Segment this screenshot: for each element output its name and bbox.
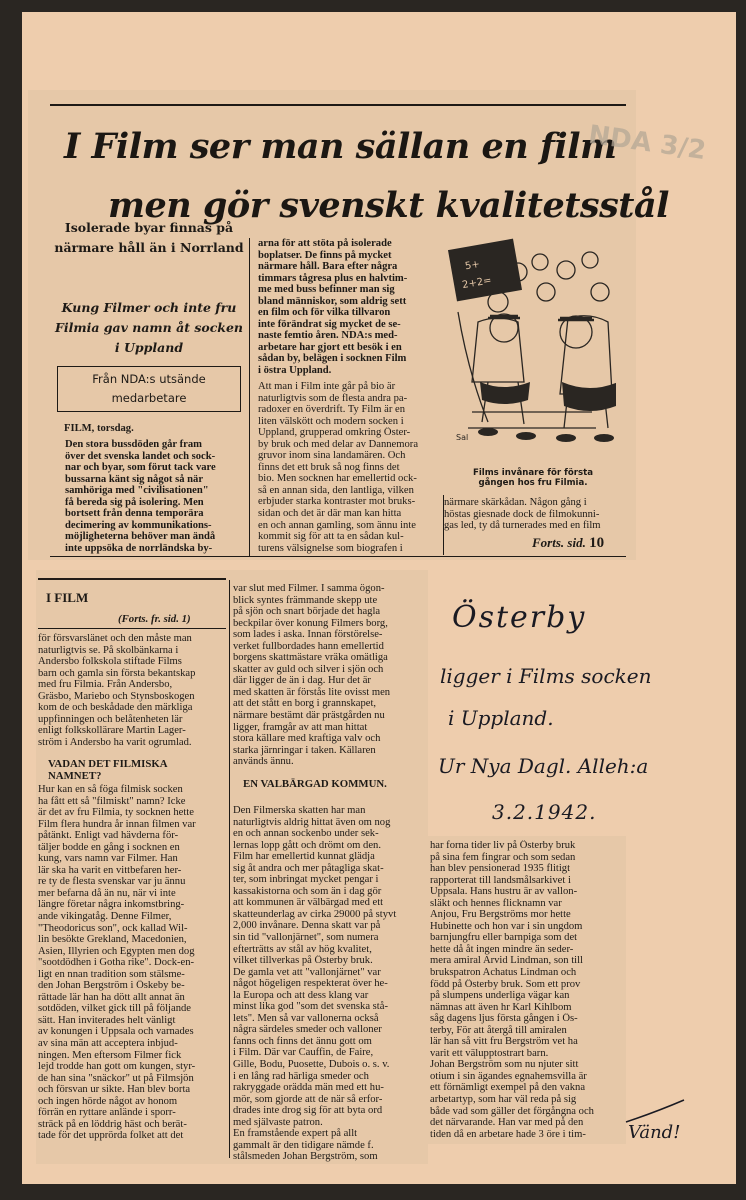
text-line: ligger, framgår av att man hittat xyxy=(233,721,368,733)
text-line: med självaste patron. xyxy=(233,1116,323,1128)
text-line: han blev pensionerad 1935 flitigt xyxy=(430,863,571,875)
text-line: där ligger de än i dag. Hur det är xyxy=(233,675,371,687)
text-line: inte uppsöka de norrländska by- xyxy=(65,542,213,554)
text-line: sätt. Han inviterades helt vänligt xyxy=(38,1014,176,1026)
text-line: varit ett välupptostrart barn. xyxy=(430,1047,549,1059)
text-line: en och annan sockenbo under sek- xyxy=(233,828,379,840)
text-line: sträck på en löddrig häst och berät- xyxy=(38,1118,187,1130)
text-line: rakryggade orädda män med ett hu- xyxy=(233,1082,384,1094)
continued-on-label xyxy=(532,535,604,552)
top-rule xyxy=(50,104,626,106)
text-line: kom de och beskådade den märkliga xyxy=(38,702,193,714)
text-line: förrän en ryttare anlände i sporr- xyxy=(38,1107,176,1119)
continuation-col2-b xyxy=(233,805,421,1163)
handwritten-note-1: ligger i Films socken xyxy=(440,664,652,688)
continuation-col1 xyxy=(38,633,226,748)
text-line: barn och gamla sin första bekantskap xyxy=(38,667,196,679)
column-divider xyxy=(229,580,230,1158)
text-line: Asien, Illyrien och Egypten men dog xyxy=(38,945,195,957)
text-line: släkt och hennes flicknamn var xyxy=(430,897,562,909)
text-line: samhöriga med "civilisationen" xyxy=(65,485,209,497)
text-line: otium i sin ägandes egnahemsvilla är xyxy=(430,1070,587,1082)
text-line: få bereda sig på isolering. Men xyxy=(65,496,204,508)
handwritten-place: Österby xyxy=(452,600,587,635)
text-line: 2,000 invånare. Denna skatt var på xyxy=(233,920,381,932)
text-line: täljer bodde en gång i socknen en xyxy=(38,841,180,853)
text-line: och ingen hörde något av honom xyxy=(38,1095,178,1107)
text-line: gammalt är den tidigare nämde f. xyxy=(233,1139,374,1151)
text-line: det närvarande. Han var med på den xyxy=(430,1117,584,1129)
byline-text: Från NDA:s utsände medarbetare xyxy=(92,372,206,405)
text-line: av konungen i Uppsala och varnades xyxy=(38,1026,194,1038)
text-line: "sootdödhen i Gotha rike". Dock-en- xyxy=(38,957,195,969)
svg-text:2+2=: 2+2= xyxy=(461,275,493,292)
handwritten-note-2: i Uppland. xyxy=(448,706,554,730)
cartoon-illustration xyxy=(448,232,616,468)
text-line: uppfinningen och belåtenheten lär xyxy=(38,713,183,725)
text-line: fanns och finns det ännu gott om xyxy=(233,1035,372,1047)
continuation-top-rule xyxy=(38,578,226,580)
text-line: vilket tillverkas på Österby bruk. xyxy=(233,955,373,967)
text-line: kung, vars namn var Filmer. Han xyxy=(38,853,178,865)
text-line: ett förnämligt exempel på den vakna xyxy=(430,1082,586,1094)
text-line: ande vikingatåg. Denne Filmer, xyxy=(38,911,172,923)
lead-paragraph xyxy=(65,439,244,554)
text-line: la Europa och att dess klang var xyxy=(233,989,369,1001)
text-line: verket fullbordades hann emellertid xyxy=(233,640,384,652)
text-line: på slumpens underliga vägar kan xyxy=(430,990,570,1002)
text-line: tiden då en arbetare hade 3 öre i tim- xyxy=(430,1128,586,1140)
text-line: Johan Bergström som nu njuter sitt xyxy=(430,1059,579,1071)
text-line: inte förändrat sig mycket de se- xyxy=(258,318,401,330)
text-line: höstas giesnade dock de filmokunni- xyxy=(444,508,600,520)
text-line: gas led, ty då turnerades med en film xyxy=(444,520,601,532)
text-line: nämnas att även hr Karl Kihlbom xyxy=(430,1001,572,1013)
text-line: boplatser. De finns på mycket xyxy=(258,249,392,261)
text-line: hette då åt ingen mindre än seder- xyxy=(430,943,574,955)
text-line: bio. Men socknen har emellertid ock- xyxy=(258,473,417,485)
text-line: lernas lopp gått och drömt om den. xyxy=(233,839,381,851)
text-line: decimering av kommunikations- xyxy=(65,519,212,531)
end-column xyxy=(430,840,622,1140)
text-line: kassakistorna och som än i dag gör xyxy=(233,885,382,897)
text-line: för försvarslänet och den måste man xyxy=(38,633,192,644)
text-line: efterträtts av stål av hög kvalitet, xyxy=(233,943,372,955)
text-line: lin besökte Grekland, Macedonien, xyxy=(38,934,187,946)
headline-line1: I Film ser man sällan en film xyxy=(64,126,617,167)
text-line: Gille, Bodu, Puosette, Dubois o. s. v. xyxy=(233,1059,390,1071)
text-line: barnjungfru eller barnpiga som det xyxy=(430,932,578,944)
text-line: Anjou, Fru Bergströms mor hette xyxy=(430,909,571,921)
text-line: med skatten är förstås lite ovisst men xyxy=(233,686,391,698)
header-rule xyxy=(38,628,226,629)
text-line: av sina män att acceptera inbjud- xyxy=(38,1038,178,1050)
text-line: Andersbo folkskola stiftade Films xyxy=(38,656,182,668)
text-line: att det stått en borg i grannskapet, xyxy=(233,698,377,710)
text-line: mör, som gjorde att de när så erfor- xyxy=(233,1093,383,1105)
text-line: Gräsbo, Mariebo och Stynsboskogen xyxy=(38,690,195,702)
text-line: sig åt andra och mer påtagliga skat- xyxy=(233,862,384,874)
text-line: naturligtvis aldrig hittat även om nog xyxy=(233,816,391,828)
text-line: att kommunen är välbärgad med ett xyxy=(233,897,384,909)
text-line: var slut med Filmer. I samma ögon- xyxy=(233,583,385,594)
text-line: arna för att stöta på isolerade xyxy=(258,238,392,249)
text-line: som lades i aska. Innan förstörelse- xyxy=(233,629,383,641)
text-line: terby, För att återgå till amiralen xyxy=(430,1024,567,1036)
text-line: naturligtvis se. På skolbänkarna i xyxy=(38,644,179,656)
text-line: ligt en nnan tradition som stälsme- xyxy=(38,968,185,980)
text-line: sådan by, belägen i socknen Film xyxy=(258,353,407,365)
text-line: skatteunderlag av cirka 29000 på styvt xyxy=(233,908,397,920)
text-line: stålsmeden Johan Bergström, som xyxy=(233,1151,378,1163)
continuation-from: (Forts. fr. sid. 1) xyxy=(118,613,191,625)
text-line: arbetare har gjort ett besök i en xyxy=(258,341,402,353)
handwritten-stroke xyxy=(620,1096,690,1126)
text-line: närmare skärkådan. Någon gång i xyxy=(444,497,587,508)
cartoon-caption: Films invånare för första gången hos fru Filmia. xyxy=(472,468,594,488)
text-line: borgens skattmästare vräka omätliga xyxy=(233,652,388,664)
text-line: några särdeles smeder och valloner xyxy=(233,1024,382,1036)
forts-text: Forts. sid. xyxy=(532,535,586,550)
second-column-lead xyxy=(258,238,441,377)
text-line: timmars tågresa plus en halvtim- xyxy=(258,272,408,284)
text-line: minst lika god "som det svenska stå- xyxy=(233,1001,388,1013)
text-line: mera amiral Arvid Lindman, son till xyxy=(430,955,583,967)
text-line: "Theodoricus son", ock kallad Wil- xyxy=(38,922,188,934)
text-line: ström i Andersbo ha varit ogrumlad. xyxy=(38,736,192,748)
text-line: naturligtvis som de flesta andra pa- xyxy=(258,392,408,404)
text-line: så en annan sida, den lantliga, vilken xyxy=(258,484,414,496)
text-line: starka järnringar i taken. Källaren xyxy=(233,744,376,756)
text-line: ha fått ett så "filmiskt" namn? Icke xyxy=(38,795,186,807)
text-line: används ännu. xyxy=(233,756,294,768)
text-line: radoxer en överdrift. Ty Film är en xyxy=(258,404,406,416)
text-line: blick syntes främmande skepp ute xyxy=(233,594,378,606)
text-line: de han sina "snäckor" ut på Filmsjön xyxy=(38,1072,194,1084)
text-line: både vad som gäller det förgångna och xyxy=(430,1105,594,1117)
text-line: finns det ett bruk så nog finns det xyxy=(258,461,400,473)
svg-text:Sal: Sal xyxy=(456,433,469,442)
dateline-text: FILM, torsdag. xyxy=(64,423,134,434)
text-line: är det av fru Filmia, ty socknen hette xyxy=(38,807,194,819)
text-line: över det svenska landet och sock- xyxy=(65,450,216,462)
text-line: arbetartyp, som har väl reda på sig xyxy=(430,1094,577,1106)
text-line: i östra Uppland. xyxy=(258,365,332,377)
text-line: född på Österby bruk. Som ett prov xyxy=(430,978,581,990)
text-line: på sina fem fingrar och som sedan xyxy=(430,851,576,863)
text-line: kommit sig för att ta en sådan kul- xyxy=(258,531,404,543)
text-line: Hubinette och hon var i sin ungdom xyxy=(430,920,583,932)
continuation-col1-b xyxy=(38,784,226,1142)
continuation-col2 xyxy=(233,583,421,768)
pencil-annotation: NDA 3/2 xyxy=(586,119,708,167)
dateline xyxy=(64,423,244,435)
text-line: lär han så vitt fru Bergström vet ha xyxy=(430,1036,578,1048)
text-line: påtänkt. Enligt vad hävderna för- xyxy=(38,830,179,842)
text-line: drades inte drog sig för att byta ord xyxy=(233,1105,383,1117)
text-line: stora källare med kraftiga valv och xyxy=(233,733,381,745)
text-line: En framstående expert på allt xyxy=(233,1128,358,1140)
text-line: Den Filmerska skatten har man xyxy=(233,805,366,816)
text-line: bussarna känt sig något så när xyxy=(65,473,204,485)
column-divider xyxy=(249,238,250,556)
text-line: tade för det upprörda folket att det xyxy=(38,1130,184,1142)
text-line: i en lång rad härliga smeder och xyxy=(233,1070,369,1082)
text-line: liten välskött och modern socken i xyxy=(258,415,404,427)
text-line: Att man i Film inte går på bio är xyxy=(258,381,396,392)
text-line: sin tid "vallonjärnet", som numera xyxy=(233,932,379,944)
text-line: by bruk och med delar av Dannemora xyxy=(258,438,419,450)
text-line: Uppland, grupperad omkring Öster- xyxy=(258,427,411,439)
text-line: re ty de flesta svenskar var ju ännu xyxy=(38,876,186,888)
text-line: Hur kan en så föga filmisk socken xyxy=(38,784,183,795)
text-line: beckpilar över konung Filmers borg, xyxy=(233,617,388,629)
handwritten-source: Ur Nya Dagl. Alleh:a xyxy=(438,754,649,778)
subheadline-1: Isolerade byar finnas på närmare håll än i Norrland xyxy=(54,220,244,255)
text-line: i Film. Där var Cauffin, de Faire, xyxy=(233,1047,374,1059)
text-line: såg dagens ljus första gången i Ös- xyxy=(430,1013,578,1025)
text-line: turens välsignelse som biografen i xyxy=(258,542,403,554)
text-line: närmare håll. Bara efter några xyxy=(258,261,398,273)
handwritten-turn-note: Vänd! xyxy=(628,1122,681,1143)
text-line: möjligheterna behöver man ändå xyxy=(65,531,216,543)
continuation-header: I FILM xyxy=(46,590,89,605)
text-line: sotdöden, vilket gick till på följande xyxy=(38,1003,191,1015)
second-column-body xyxy=(258,381,441,554)
text-line: nar och byar, som förut tack vare xyxy=(65,462,216,474)
text-line: ter, som inbringat mycket pengar i xyxy=(233,874,379,886)
section-heading-kommun: EN VALBÄRGAD KOMMUN. xyxy=(243,778,387,790)
text-line: och försvan ur sikte. Han blev borta xyxy=(38,1084,191,1096)
bottom-rule xyxy=(50,556,626,557)
text-line: närmare bestämt där prästgården nu xyxy=(233,710,385,722)
text-line: ningen. Men eftersom Filmer fick xyxy=(38,1049,182,1061)
text-line: en och annan gamling, som ännu inte xyxy=(258,519,416,531)
text-line: gruvor inom sina landamären. Och xyxy=(258,450,406,462)
text-line: Uppsala. Hans hustru är av vallon- xyxy=(430,886,578,898)
text-line: sidan och det är där man kan hitta xyxy=(258,508,402,520)
text-line: bland människor, som aldrig sett xyxy=(258,295,407,307)
text-line: Film flera hundra år innan filmen var xyxy=(38,818,196,830)
text-line: har forna tider liv på Österby bruk xyxy=(430,840,576,851)
text-line: en film och för vilka tillvaron xyxy=(258,307,391,319)
text-line: på sjön och snart började det hagla xyxy=(233,606,381,618)
text-line: mer befarna då än nu, när vi inte xyxy=(38,887,176,899)
text-line: lär ska ha varit en vittbefaren her- xyxy=(38,864,182,876)
text-line: bortsett från denna temporära xyxy=(65,508,204,520)
headline-line2: men gör svenskt kvalitetsstål xyxy=(108,185,669,226)
text-line: något högeligen respekterat över he- xyxy=(233,978,388,990)
handwritten-date: 3.2.1942. xyxy=(492,800,597,824)
text-line: längre företar några inkomstbring- xyxy=(38,899,185,911)
third-column-tail xyxy=(444,497,624,532)
forts-page: 10 xyxy=(589,535,605,551)
text-line: Film har emellertid kunnat glädja xyxy=(233,851,375,863)
text-line: rapporterat till landsmålsarkivet i xyxy=(430,874,571,886)
text-line: me med buss befinner man sig xyxy=(258,284,395,296)
text-line: skatter av guld och silver i sjön och xyxy=(233,663,384,675)
text-line: naste femtio åren. NDA:s med- xyxy=(258,330,398,342)
byline-box xyxy=(57,366,241,412)
text-line: De gamla vet att "vallonjärnet" var xyxy=(233,966,381,978)
subheadline-2: Kung Filmer och inte fru Filmia gav namn åt socken i Uppland xyxy=(54,300,244,355)
text-line: lets". Men så var vallonerna också xyxy=(233,1012,379,1024)
text-line: lejd trodde han gott om kungen, styr- xyxy=(38,1061,196,1073)
text-line: rättade lär han ha dött allt annat än xyxy=(38,991,185,1003)
text-line: Den stora bussdöden går fram xyxy=(65,439,202,450)
text-line: erbjuder starka kontraster mot bruks- xyxy=(258,496,416,508)
text-line: den Johan Bergström i Öskeby be- xyxy=(38,980,185,992)
text-line: enligt folkskollärare Martin Lager- xyxy=(38,725,186,737)
text-line: med fru Filmia. Från Andersbo, xyxy=(38,679,173,691)
svg-text:5+: 5+ xyxy=(464,258,481,273)
section-heading-name: VADAN DET FILMISKA NAMNET? xyxy=(48,758,167,782)
text-line: brukspatron Achatus Lindman och xyxy=(430,967,577,979)
